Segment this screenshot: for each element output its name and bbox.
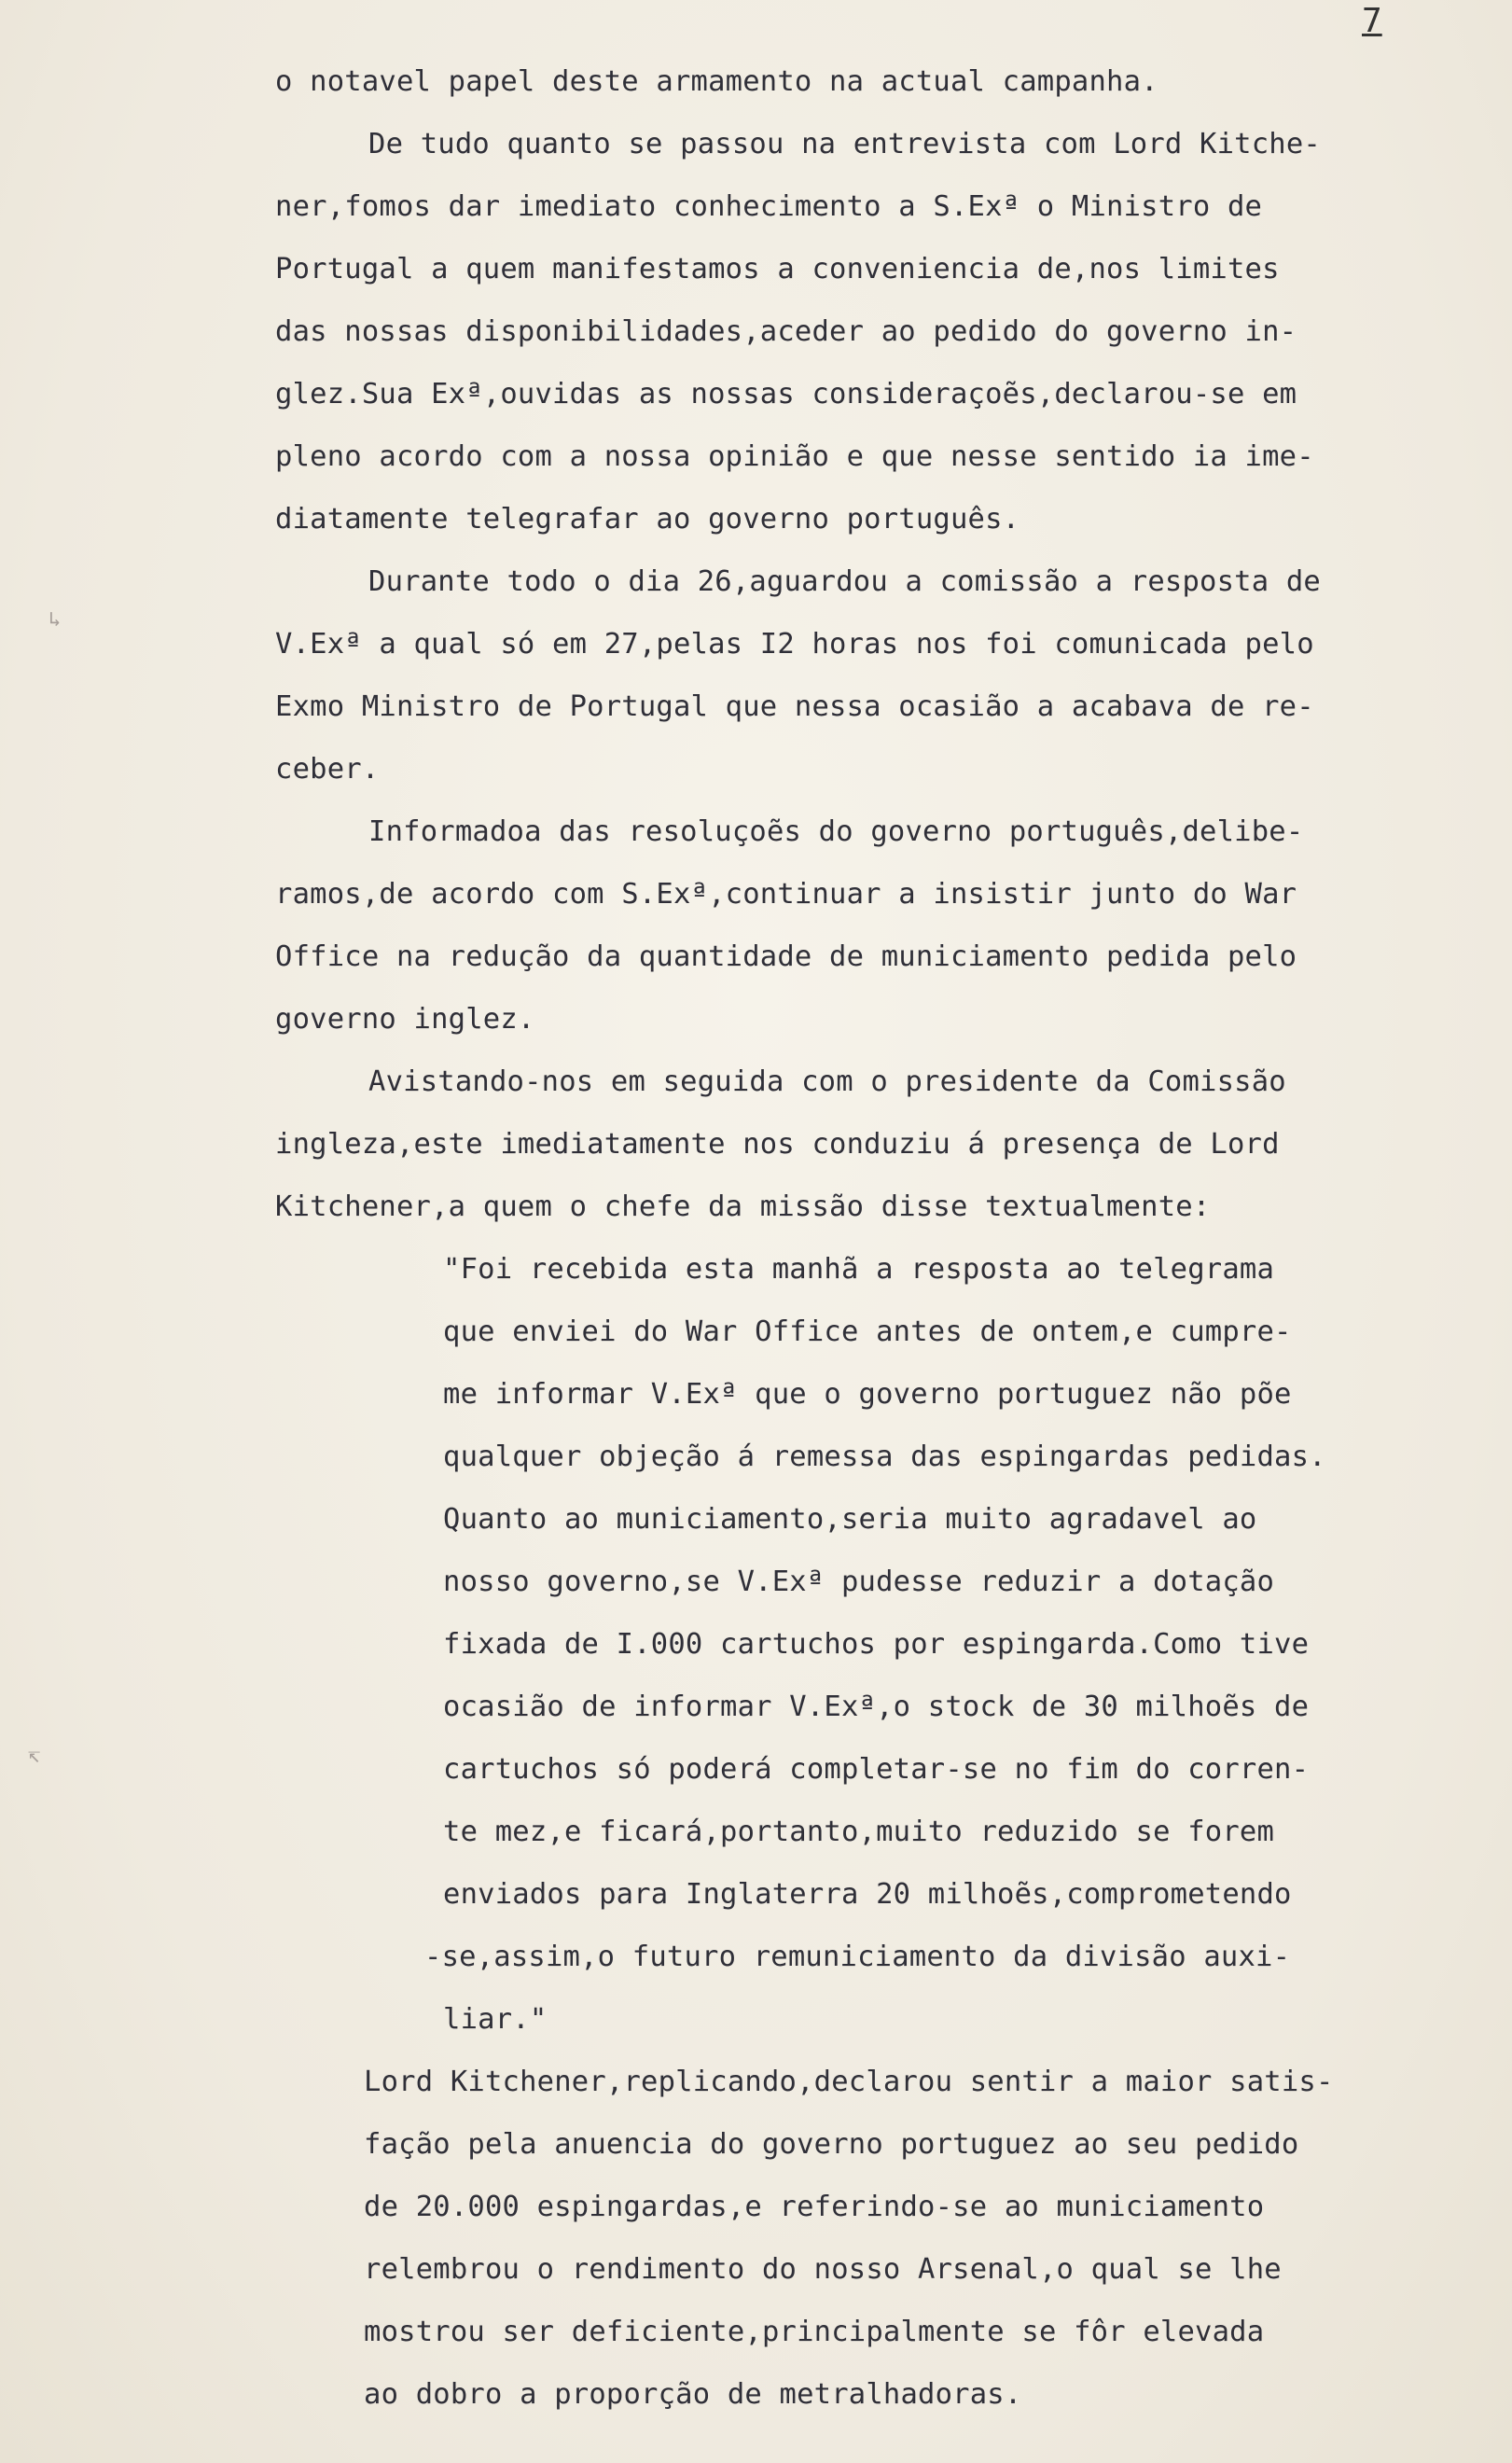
text-line: relembrou o rendimento do nosso Arsenal,o qual se lhe xyxy=(364,2253,1282,2286)
margin-mark: ↸ xyxy=(28,1745,41,1768)
quote-line: ocasião de informar V.Exª,o stock de 30 milhoẽs de xyxy=(443,1691,1310,1723)
margin-mark: ↳ xyxy=(49,608,62,632)
quote-line: que enviei do War Office antes de ontem,e cumpre- xyxy=(443,1315,1292,1348)
quote-line: Quanto ao municiamento,seria muito agradavel ao xyxy=(443,1503,1257,1536)
text-line: Office na redução da quantidade de municiamento pedida pelo xyxy=(275,940,1297,973)
quote-line: enviados para Inglaterra 20 milhoẽs,comprometendo xyxy=(443,1878,1292,1911)
text-line: Kitchener,a quem o chefe da missão disse textualmente: xyxy=(275,1190,1211,1223)
quote-line: qualquer objeção á remessa das espingardas pedidas. xyxy=(443,1440,1326,1473)
text-line: ceber. xyxy=(275,753,380,786)
text-line: ao dobro a proporção de metralhadoras. xyxy=(364,2378,1022,2411)
page-number: 7 xyxy=(1362,2,1382,40)
text-line: o notavel papel deste armamento na actual campanha. xyxy=(275,65,1158,98)
text-line: ramos,de acordo com S.Exª,continuar a insistir junto do War xyxy=(275,878,1297,911)
text-line: V.Exª a qual só em 27,pelas I2 horas nos foi comunicada pelo xyxy=(275,628,1314,661)
text-line: Durante todo o dia 26,aguardou a comissão a resposta de xyxy=(368,565,1321,598)
quote-line: fixada de I.000 cartuchos por espingarda.Como tive xyxy=(443,1628,1310,1661)
quote-line: liar." xyxy=(443,2003,548,2036)
text-line: das nossas disponibilidades,aceder ao pedido do governo in- xyxy=(275,315,1297,348)
text-line: Informadoa das resoluçoẽs do governo português,delibe- xyxy=(368,815,1304,848)
quote-line: "Foi recebida esta manhã a resposta ao telegrama xyxy=(443,1253,1275,1286)
quote-line: -se,assim,o futuro remuniciamento da divisão auxi- xyxy=(424,1941,1291,1973)
text-line: glez.Sua Exª,ouvidas as nossas consideraçoẽs,declarou-se em xyxy=(275,378,1297,410)
text-line: mostrou ser deficiente,principalmente se fôr elevada xyxy=(364,2316,1265,2348)
text-line: fação pela anuencia do governo portuguez ao seu pedido xyxy=(364,2128,1299,2161)
text-line: de 20.000 espingardas,e referindo-se ao municiamento xyxy=(364,2191,1265,2223)
text-line: governo inglez. xyxy=(275,1003,535,1036)
quote-line: te mez,e ficará,portanto,muito reduzido se forem xyxy=(443,1816,1275,1848)
quote-line: cartuchos só poderá completar-se no fim do corren- xyxy=(443,1753,1310,1786)
text-line: diatamente telegrafar ao governo português. xyxy=(275,503,1020,536)
text-line: Portugal a quem manifestamos a conveniencia de,nos limites xyxy=(275,253,1280,285)
text-line: Exmo Ministro de Portugal que nessa ocasião a acabava de re- xyxy=(275,690,1314,723)
text-line: pleno acordo com a nossa opinião e que nesse sentido ia ime- xyxy=(275,440,1314,473)
text-line: De tudo quanto se passou na entrevista com Lord Kitche- xyxy=(368,128,1321,160)
text-line: Avistando-nos em seguida com o presidente da Comissão xyxy=(368,1065,1286,1098)
quote-line: me informar V.Exª que o governo portuguez não põe xyxy=(443,1378,1292,1411)
text-line: Lord Kitchener,replicando,declarou sentir a maior satis- xyxy=(364,2066,1334,2098)
quote-line: nosso governo,se V.Exª pudesse reduzir a dotação xyxy=(443,1565,1275,1598)
text-line: ingleza,este imediatamente nos conduziu á presença de Lord xyxy=(275,1128,1280,1161)
text-line: ner,fomos dar imediato conhecimento a S.Exª o Ministro de xyxy=(275,190,1263,223)
